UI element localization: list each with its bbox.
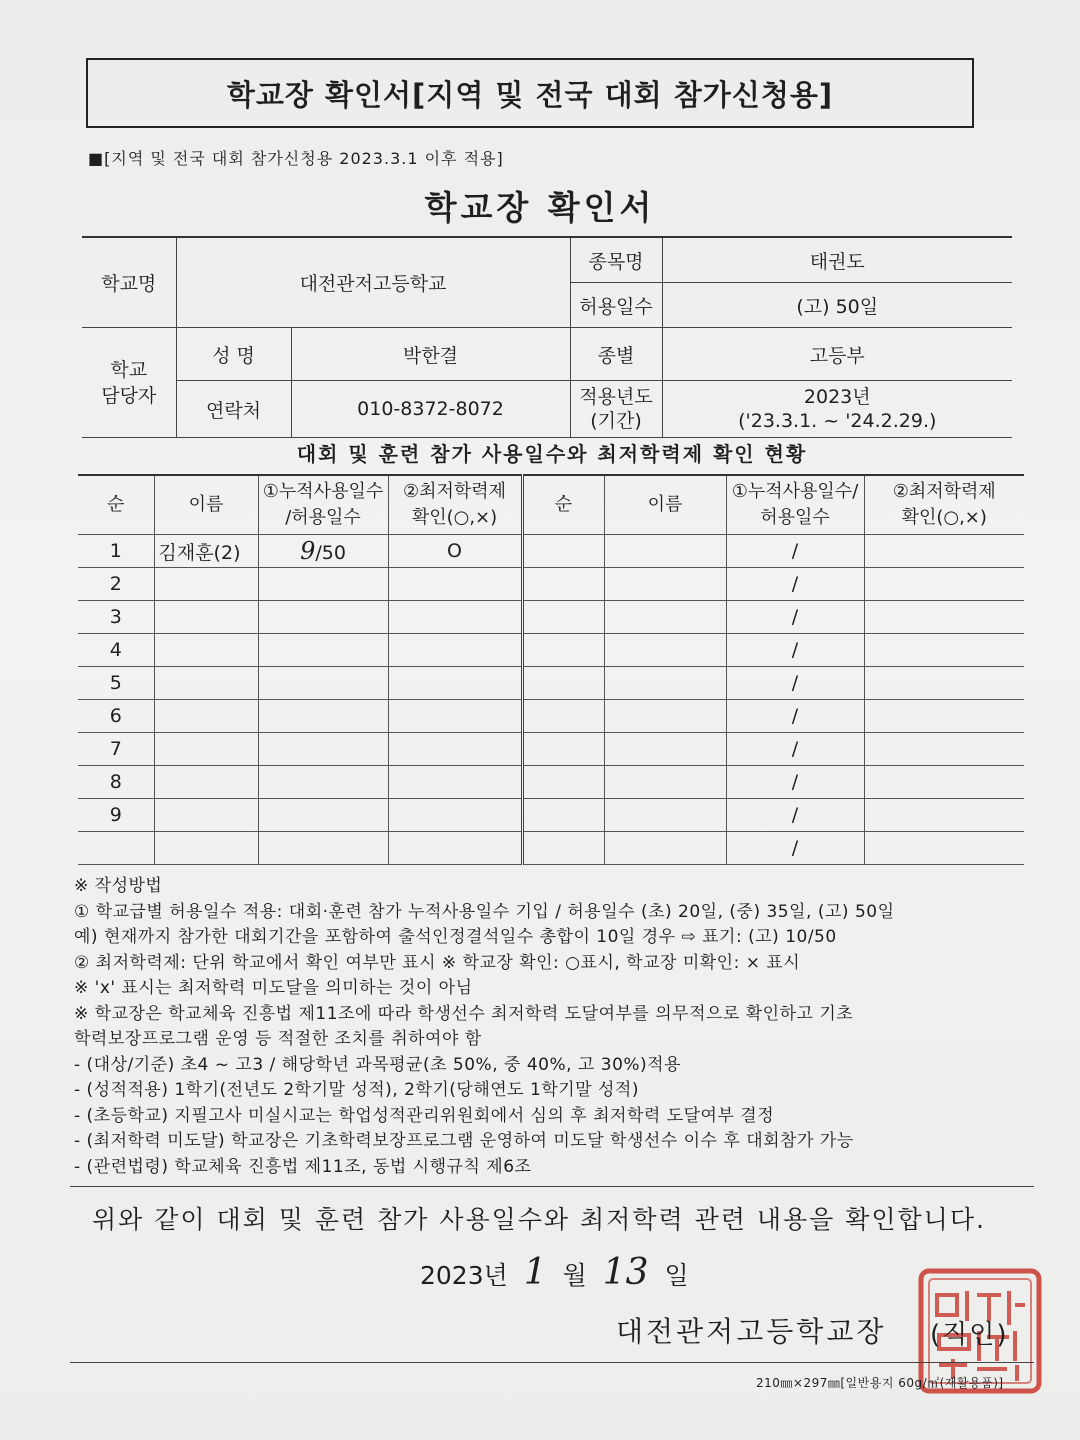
used-days bbox=[258, 667, 388, 700]
date-month: 1 bbox=[523, 1252, 547, 1293]
category-value: 고등부 bbox=[662, 328, 1012, 381]
note-line: 예) 현재까지 참가한 대회기간을 포함하여 출석인정결석일수 총합이 10일 경우 ⇨ 표기: (고) 10/50 bbox=[74, 927, 837, 947]
min-academic-check: O bbox=[388, 535, 522, 568]
used-days bbox=[258, 799, 388, 832]
period-value: ('23.3.1. ~ '24.2.29.) bbox=[738, 410, 937, 432]
principal-title: 대전관저고등학교장 bbox=[616, 1315, 887, 1348]
row-number-right bbox=[522, 568, 604, 601]
used-days bbox=[258, 766, 388, 799]
used-days-right: / bbox=[726, 766, 864, 799]
usage-table-heading: 대회 및 훈련 참가 사용일수와 최저학력제 확인 현황 bbox=[296, 442, 808, 466]
athlete-name bbox=[154, 799, 258, 832]
note-line: ① 학교급별 허용일수 적용: 대회·훈련 참가 누적사용일수 기입 / 허용일수 (초) 20일, (중) 35일, (고) 50일 bbox=[74, 901, 895, 922]
row-number: 6 bbox=[78, 700, 154, 733]
min-academic-check-right bbox=[864, 733, 1024, 766]
athlete-name-right bbox=[604, 634, 726, 667]
min-academic-check-right bbox=[864, 568, 1024, 601]
used-days bbox=[258, 832, 388, 865]
athlete-name bbox=[154, 601, 258, 634]
row-number: 3 bbox=[78, 601, 154, 634]
header-check-right: ②최저학력제 확인(○,×) bbox=[864, 475, 1024, 535]
table-row bbox=[78, 766, 1024, 799]
min-academic-check bbox=[388, 601, 522, 634]
year-value: 2023년 bbox=[803, 386, 871, 408]
row-number-right bbox=[522, 601, 604, 634]
athlete-name-right bbox=[604, 601, 726, 634]
min-academic-check-right bbox=[864, 634, 1024, 667]
note-line: - (관련법령) 학교체육 진흥법 제11조, 동법 시행규칙 제6조 bbox=[74, 1156, 532, 1177]
used-days bbox=[258, 634, 388, 667]
used-days-right: / bbox=[726, 535, 864, 568]
used-days-right: / bbox=[726, 667, 864, 700]
note-line: ※ 작성방법 bbox=[74, 876, 163, 896]
header-used-left: ①누적사용일수 /허용일수 bbox=[258, 475, 388, 535]
table-row bbox=[78, 601, 1024, 634]
row-number: 1 bbox=[78, 535, 154, 568]
header-check-left: ②최저학력제 확인(○,×) bbox=[388, 475, 522, 535]
min-academic-check bbox=[388, 766, 522, 799]
form-subtitle: ■[지역 및 전국 대회 참가신청용 2023.3.1 이후 적용] bbox=[88, 149, 504, 168]
table-row bbox=[78, 799, 1024, 832]
athlete-name-right bbox=[604, 535, 726, 568]
year-cell bbox=[662, 381, 1012, 438]
min-academic-check bbox=[388, 634, 522, 667]
min-academic-check-right bbox=[864, 535, 1024, 568]
document-heading: 학교장 확인서 bbox=[424, 188, 656, 227]
row-number: 5 bbox=[78, 667, 154, 700]
signature-date bbox=[420, 1252, 689, 1293]
used-days bbox=[258, 601, 388, 634]
note-line: ※ 학교장은 학교체육 진흥법 제11조에 따라 학생선수 최저학력 도달여부를 의무적으로 확인하고 기초 bbox=[74, 1003, 854, 1024]
form-title-box bbox=[86, 58, 974, 128]
date-month-label: 월 bbox=[562, 1261, 587, 1290]
used-days bbox=[258, 700, 388, 733]
footer-divider bbox=[70, 1362, 1034, 1363]
athlete-name-right bbox=[604, 568, 726, 601]
athlete-name-right bbox=[604, 799, 726, 832]
min-academic-check bbox=[388, 568, 522, 601]
used-days-right: / bbox=[726, 601, 864, 634]
athlete-name-right bbox=[604, 667, 726, 700]
row-number-right bbox=[522, 799, 604, 832]
row-number-right bbox=[522, 535, 604, 568]
row-number-right bbox=[522, 700, 604, 733]
table-row bbox=[78, 568, 1024, 601]
min-academic-check bbox=[388, 667, 522, 700]
athlete-name bbox=[154, 667, 258, 700]
min-academic-check bbox=[388, 700, 522, 733]
row-number-right bbox=[522, 733, 604, 766]
row-number: 4 bbox=[78, 634, 154, 667]
manager-name-label: 성 명 bbox=[176, 328, 291, 381]
min-academic-check-right bbox=[864, 601, 1024, 634]
used-days-handwritten: 9 bbox=[300, 537, 316, 565]
header-name-right: 이름 bbox=[604, 475, 726, 535]
header-no-right: 순 bbox=[522, 475, 604, 535]
instructions bbox=[74, 874, 1034, 1180]
min-academic-check bbox=[388, 799, 522, 832]
allowed-days-label: 허용일수 bbox=[570, 283, 662, 328]
sport-value: 태권도 bbox=[662, 237, 1012, 283]
contact-label: 연락처 bbox=[176, 381, 291, 438]
form-title: 학교장 확인서[지역 및 전국 대회 참가신청용] bbox=[226, 77, 834, 112]
used-days bbox=[258, 733, 388, 766]
allowed-days: /50 bbox=[315, 542, 346, 564]
date-year: 2023년 bbox=[420, 1261, 508, 1290]
usage-table-body bbox=[78, 535, 1024, 865]
athlete-name-right bbox=[604, 832, 726, 865]
row-number-right bbox=[522, 766, 604, 799]
table-row bbox=[78, 700, 1024, 733]
date-day: 13 bbox=[602, 1252, 649, 1293]
row-number bbox=[78, 832, 154, 865]
min-academic-check bbox=[388, 733, 522, 766]
used-days-right: / bbox=[726, 799, 864, 832]
athlete-name: 김재훈(2) bbox=[154, 535, 258, 568]
used-days-right: / bbox=[726, 634, 864, 667]
min-academic-check-right bbox=[864, 700, 1024, 733]
manager-name-value: 박한결 bbox=[291, 328, 570, 381]
athlete-name bbox=[154, 700, 258, 733]
row-number-right bbox=[522, 667, 604, 700]
table-row bbox=[78, 667, 1024, 700]
school-name-value: 대전관저고등학교 bbox=[176, 237, 570, 328]
used-days-right: / bbox=[726, 568, 864, 601]
min-academic-check-right bbox=[864, 799, 1024, 832]
note-line: ② 최저학력제: 단위 학교에서 확인 여부만 표시 ※ 학교장 확인: ○표시, 학교장 미확인: × 표시 bbox=[74, 952, 801, 973]
note-line: - (초등학교) 지필고사 미실시교는 학업성적관리위원회에서 심의 후 최저학력 도달여부 결정 bbox=[74, 1105, 775, 1126]
usage-table bbox=[78, 474, 1024, 865]
row-number: 7 bbox=[78, 733, 154, 766]
used-days-right: / bbox=[726, 832, 864, 865]
table-row bbox=[78, 535, 1024, 568]
min-academic-check-right bbox=[864, 766, 1024, 799]
athlete-name bbox=[154, 766, 258, 799]
divider bbox=[70, 1186, 1034, 1187]
used-days-right: / bbox=[726, 700, 864, 733]
header-used-right: ①누적사용일수/ 허용일수 bbox=[726, 475, 864, 535]
athlete-name-right bbox=[604, 700, 726, 733]
category-label: 종별 bbox=[570, 328, 662, 381]
paper-spec: 210㎜×297㎜[일반용지 60g/㎡(재활용품)] bbox=[756, 1376, 1004, 1390]
table-row bbox=[78, 733, 1024, 766]
header-name-left: 이름 bbox=[154, 475, 258, 535]
row-number: 9 bbox=[78, 799, 154, 832]
used-days bbox=[258, 535, 388, 568]
athlete-name-right bbox=[604, 733, 726, 766]
sport-label: 종목명 bbox=[570, 237, 662, 283]
row-number: 2 bbox=[78, 568, 154, 601]
allowed-days-value: (고) 50일 bbox=[662, 283, 1012, 328]
note-line: - (최저학력 미도달) 학교장은 기초학력보장프로그램 운영하여 미도달 학생선수 이수 후 대회참가 가능 bbox=[74, 1131, 854, 1151]
confirmation-text: 위와 같이 대회 및 훈련 참가 사용일수와 최저학력 관련 내용을 확인합니다. bbox=[92, 1205, 986, 1234]
athlete-name bbox=[154, 832, 258, 865]
athlete-name bbox=[154, 568, 258, 601]
note-line: 학력보장프로그램 운영 등 적절한 조치를 취하여야 함 bbox=[74, 1029, 482, 1049]
table-row bbox=[78, 832, 1024, 865]
seal-mark: (직인) bbox=[930, 1320, 1009, 1350]
note-line: ※ 'x' 표시는 최저학력 미도달을 의미하는 것이 아님 bbox=[74, 978, 473, 998]
table-row bbox=[78, 634, 1024, 667]
min-academic-check bbox=[388, 832, 522, 865]
athlete-name-right bbox=[604, 766, 726, 799]
row-number-right bbox=[522, 634, 604, 667]
note-line: - (대상/기준) 초4 ~ 고3 / 해당학년 과목평균(초 50%, 중 40%, 고 30%)적용 bbox=[74, 1054, 682, 1075]
date-day-label: 일 bbox=[664, 1261, 689, 1290]
row-number: 8 bbox=[78, 766, 154, 799]
athlete-name bbox=[154, 733, 258, 766]
used-days bbox=[258, 568, 388, 601]
school-info-table bbox=[82, 236, 1012, 438]
min-academic-check-right bbox=[864, 667, 1024, 700]
header-no-left: 순 bbox=[78, 475, 154, 535]
manager-label: 학교 담당자 bbox=[82, 328, 176, 438]
year-label: 적용년도 (기간) bbox=[570, 381, 662, 438]
school-name-label: 학교명 bbox=[82, 237, 176, 328]
note-line: - (성적적용) 1학기(전년도 2학기말 성적), 2학기(당해연도 1학기말 성적) bbox=[74, 1080, 639, 1100]
used-days-right: / bbox=[726, 733, 864, 766]
contact-value: 010-8372-8072 bbox=[291, 381, 570, 438]
athlete-name bbox=[154, 634, 258, 667]
row-number-right bbox=[522, 832, 604, 865]
min-academic-check-right bbox=[864, 832, 1024, 865]
